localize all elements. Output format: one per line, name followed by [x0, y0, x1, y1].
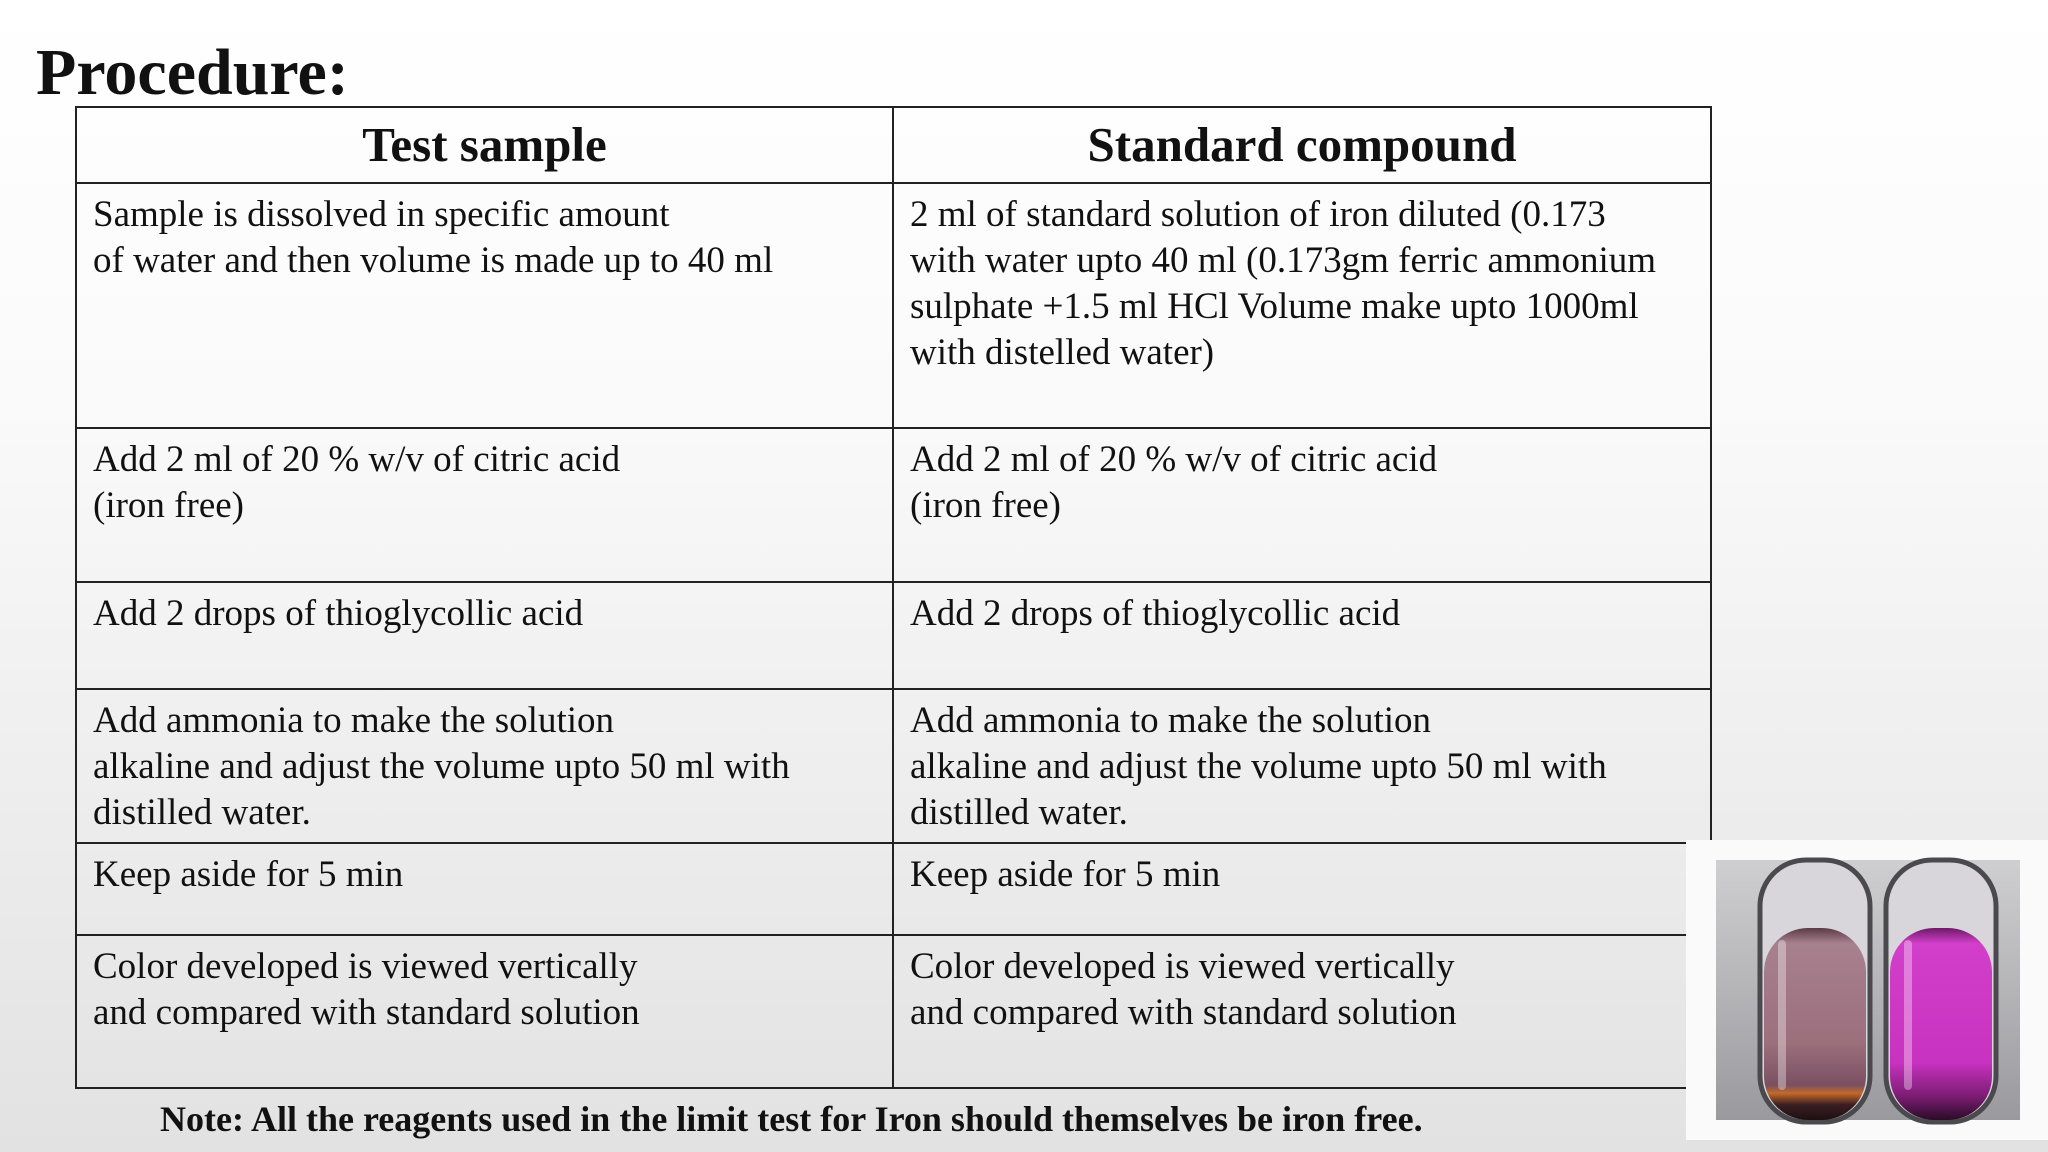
standard-compound-step-2: Add 2 ml of 20 % w/v of citric acid (iron free) — [893, 428, 1711, 582]
table-header-row — [76, 107, 1711, 183]
test-sample-step-4: Add ammonia to make the solution alkaline and adjust the volume upto 50 ml with distilled water. — [76, 689, 893, 843]
column-header-test-sample: Test sample — [76, 107, 893, 183]
table-row — [76, 183, 1711, 428]
standard-compound-step-4: Add ammonia to make the solution alkaline and adjust the volume upto 50 ml with distilled water. — [893, 689, 1711, 843]
standard-compound-step-1: 2 ml of standard solution of iron diluted (0.173 with water upto 40 ml (0.173gm ferric ammonium sulphate +1.5 ml HCl Volume make upto 1000ml with distelled water) — [893, 183, 1711, 428]
table-row — [76, 843, 1711, 935]
table-row — [76, 935, 1711, 1088]
test-sample-step-3: Add 2 drops of thioglycollic acid — [76, 582, 893, 689]
table-row — [76, 582, 1711, 689]
table-row — [76, 689, 1711, 843]
column-header-standard-compound: Standard compound — [893, 107, 1711, 183]
procedure-table — [75, 106, 1712, 1089]
standard-compound-step-6: Color developed is viewed vertically and compared with standard solution — [893, 935, 1711, 1088]
standard-compound-step-5: Keep aside for 5 min — [893, 843, 1711, 935]
table-row — [76, 428, 1711, 582]
note-text: Note: All the reagents used in the limit test for Iron should themselves be iron free. — [160, 1099, 1423, 1139]
test-sample-step-5: Keep aside for 5 min — [76, 843, 893, 935]
test-sample-step-2: Add 2 ml of 20 % w/v of citric acid (iron free) — [76, 428, 893, 582]
test-tubes-photo — [1686, 840, 2048, 1140]
test-tubes-icon — [1686, 840, 2048, 1140]
standard-compound-step-3: Add 2 drops of thioglycollic acid — [893, 582, 1711, 689]
slide-title: Procedure: — [36, 36, 349, 109]
test-sample-step-6: Color developed is viewed vertically and compared with standard solution — [76, 935, 893, 1088]
test-sample-step-1: Sample is dissolved in specific amount of water and then volume is made up to 40 ml — [76, 183, 893, 428]
